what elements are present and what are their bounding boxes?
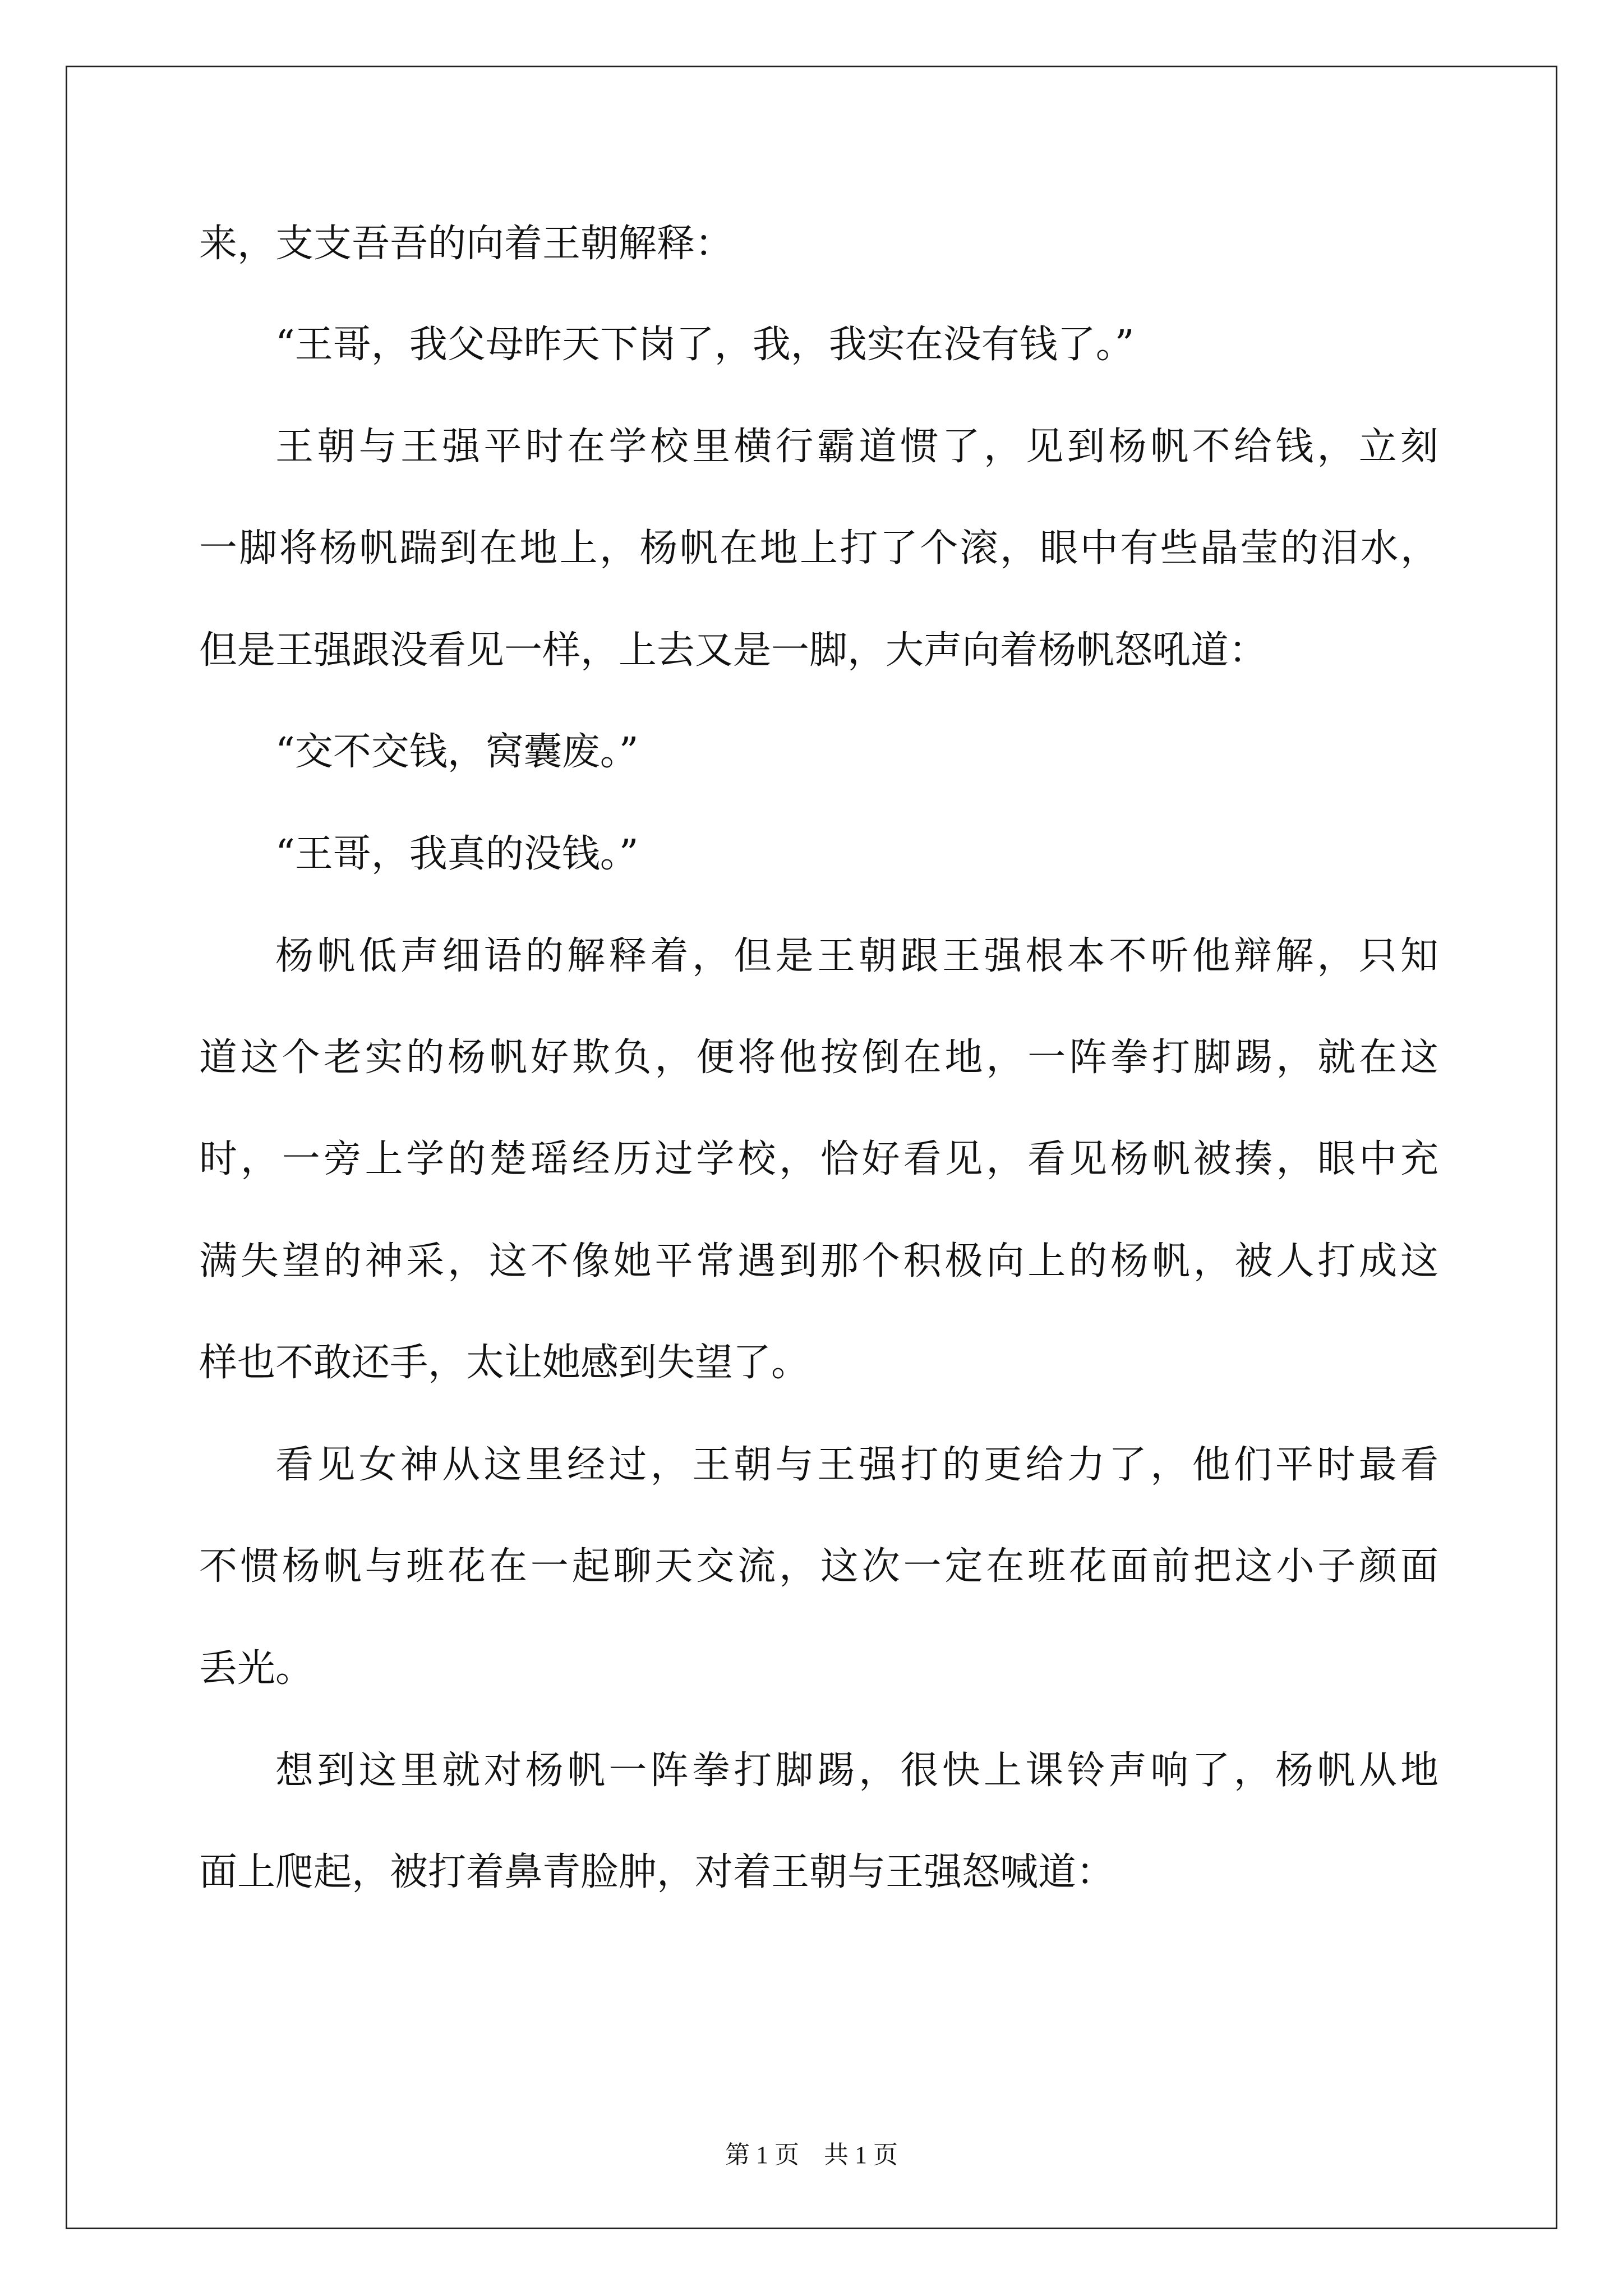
- text-line: 不惯杨帆与班花在一起聊天交流，这次一定在班花面前把这小子颜面: [199, 1544, 1438, 1589]
- text-line: 道这个老实的杨帆好欺负，便将他按倒在地，一阵拳打脚踢，就在这: [199, 1036, 1438, 1080]
- text-line: 杨帆低声细语的解释着，但是王朝跟王强根本不听他辩解，只知: [275, 934, 1438, 978]
- text-line: 面上爬起，被打着鼻青脸肿，对着王朝与王强怒喊道：: [199, 1850, 1115, 1894]
- text-line: “王哥，我父母昨天下岗了，我，我实在没有钱了。”: [275, 323, 1135, 367]
- text-line: 满失望的神采，这不像她平常遇到那个积极向上的杨帆，被人打成这: [199, 1239, 1438, 1283]
- text-line: 想到这里就对杨帆一阵拳打脚踢，很快上课铃声响了，杨帆从地: [275, 1749, 1438, 1793]
- text-line: 看见女神从这里经过，王朝与王强打的更给力了，他们平时最看: [275, 1443, 1438, 1487]
- text-line: 时，一旁上学的楚瑶经历过学校，恰好看见，看见杨帆被揍，眼中充: [199, 1137, 1438, 1181]
- page-footer: 第 1 页 共 1 页: [725, 2141, 898, 2169]
- text-line: 丢光。: [199, 1646, 314, 1691]
- text-line: “交不交钱，窝囊废。”: [275, 730, 639, 774]
- text-line: 一脚将杨帆踹到在地上，杨帆在地上打了个滚，眼中有些晶莹的泪水，: [199, 526, 1438, 570]
- text-line: “王哥，我真的没钱。”: [275, 832, 639, 876]
- text-line: 但是王强跟没看见一样，上去又是一脚，大声向着杨帆怒吼道：: [199, 628, 1267, 673]
- text-line: 样也不敢还手，太让她感到失望了。: [199, 1341, 810, 1385]
- text-line: 来，支支吾吾的向着王朝解释：: [199, 222, 734, 266]
- text-line: 王朝与王强平时在学校里横行霸道惯了，见到杨帆不给钱，立刻: [275, 425, 1438, 469]
